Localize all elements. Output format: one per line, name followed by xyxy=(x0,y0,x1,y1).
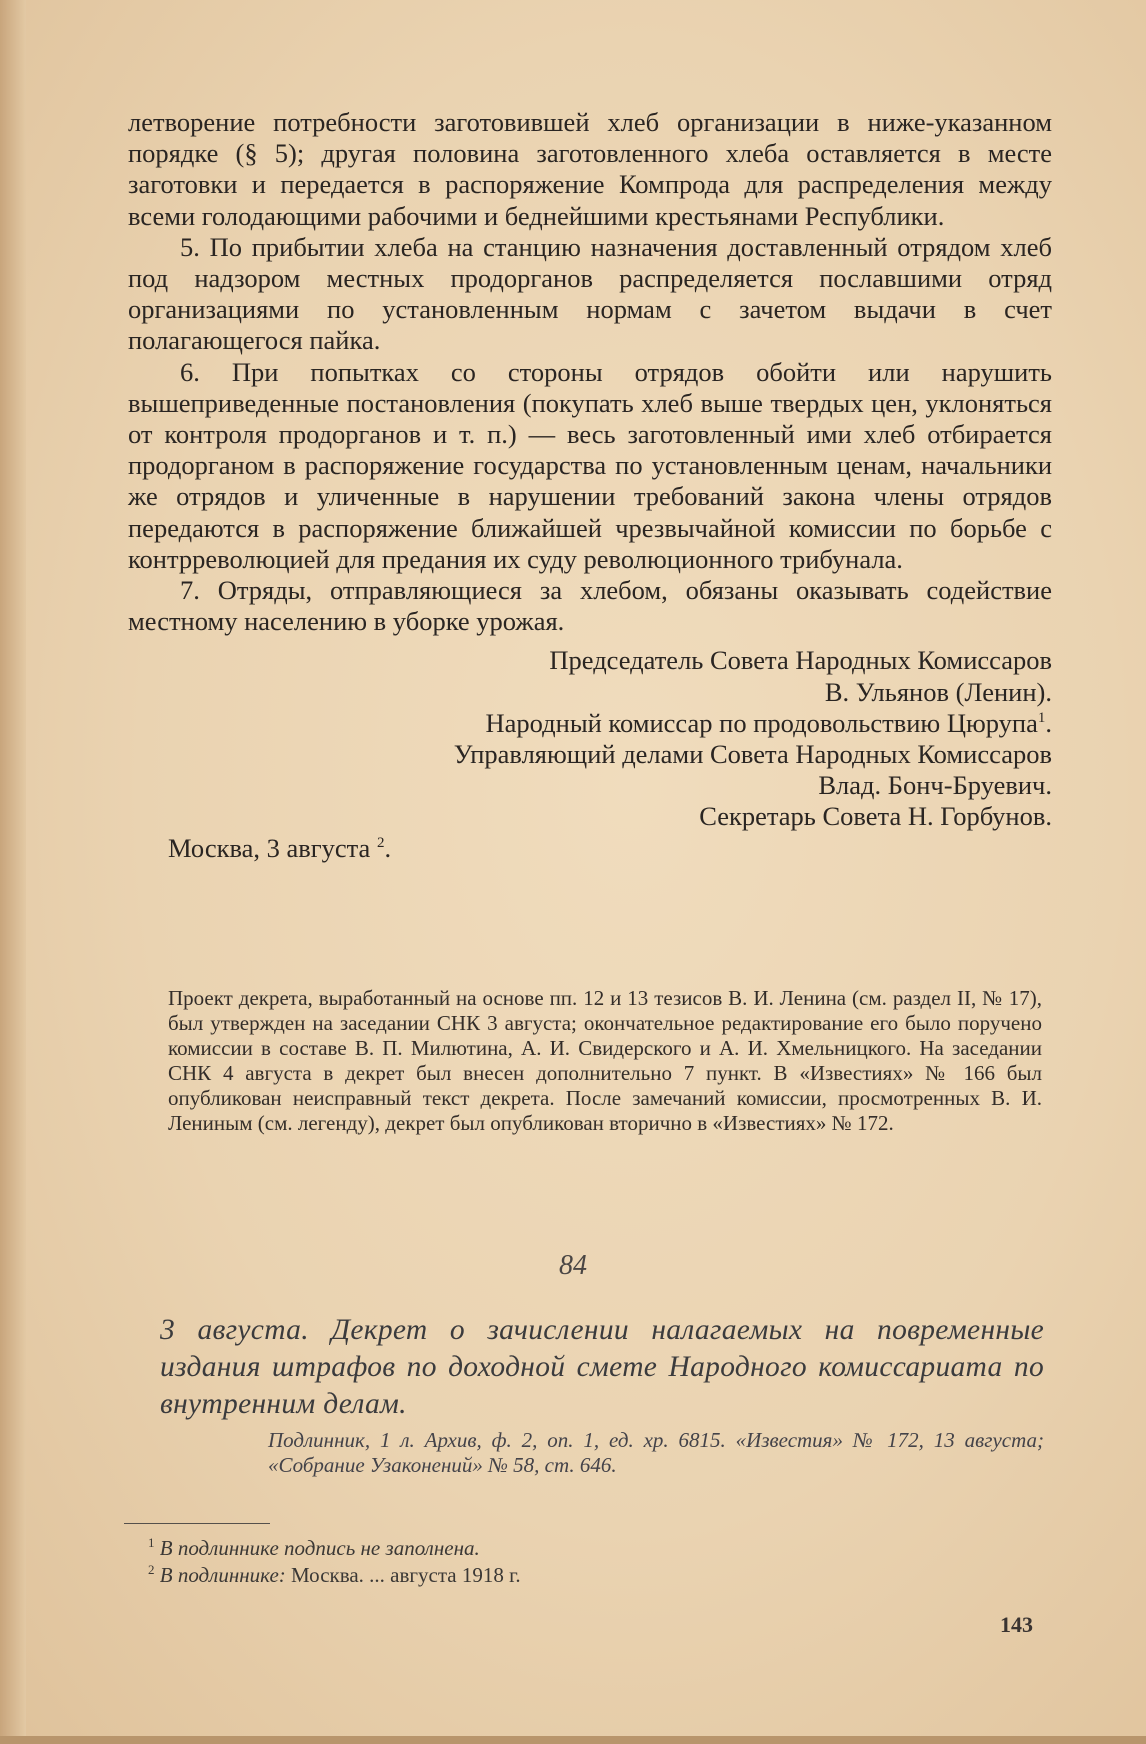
signature-block xyxy=(128,645,1052,863)
footnote-ref-2: 2 xyxy=(376,834,385,851)
footnote-divider xyxy=(124,1523,270,1524)
footnote-mark: 1 xyxy=(148,1535,155,1550)
source-line-2: «Известия» № 172, 13 августа; «Собрание Узаконений» № 58, ст. 646. xyxy=(268,1428,1045,1477)
commissar-period: . xyxy=(1045,707,1052,738)
secretary-signature: Секретарь Совета Н. Горбунов. xyxy=(699,801,1052,832)
editorial-note: Проект декрета, выработанный на основе пп. 12 и 13 тезисов В. И. Ленина (см. раздел II, № 17), был утвержден на заседании СНК 3 августа; окончательное редактирование его было поручено комиссии в составе В. П. Милютина, А. И. Свидерского и А. И. Хмельницкого. На заседании СНК 4 августа в декрет был внесен дополнительно 7 пункт. В «Известиях» № 166 был опубликован неисправный текст декрета. После замечаний комиссии, просмотренных В. И. Лениным (см. легенду), декрет был опубликован вторично в «Известиях» № 172. xyxy=(168,986,1042,1135)
page-gutter-edge xyxy=(0,0,26,1744)
footnote-1 xyxy=(148,1536,480,1561)
decree-text xyxy=(128,107,1052,864)
footnote-2 xyxy=(148,1563,521,1588)
footnote-italic: В подлиннике: xyxy=(159,1563,286,1587)
place-period: . xyxy=(384,832,392,863)
paragraph-continued: летворение потребности заготовившей хлеб организации в ниже-указанном порядке (§ 5); другая половина заготовленного хлеба оставляется в месте заготовки и передается в распоряжение Компрода для распределения между всеми голодающими рабочими и беднейшими крестьянами Республики. xyxy=(128,107,1052,231)
commissar-signature xyxy=(128,708,1052,739)
paragraph-7: 7. Отряды, отправляющиеся за хлебом, обязаны оказывать содействие местному населению в уборке урожая. xyxy=(128,575,1052,637)
footnote-italic: В подлиннике подпись не заполнена. xyxy=(159,1536,480,1560)
source-line-1: Подлинник, 1 л. Архив, ф. 2, оп. 1, ед. хр. 6815. xyxy=(268,1428,726,1452)
document-source xyxy=(268,1428,1044,1478)
document-number: 84 xyxy=(559,1250,587,1281)
manager-name: Влад. Бонч-Бруевич. xyxy=(818,770,1052,801)
place-date xyxy=(128,833,1052,864)
chair-title: Председатель Совета Народных Комиссаров xyxy=(549,645,1052,676)
footnote-mark: 2 xyxy=(148,1562,155,1577)
footnote-ref-1: 1 xyxy=(1037,710,1046,727)
paragraph-5: 5. По прибытии хлеба на станцию назначения доставленный отрядом хлеб под надзором местных продорганов распределяется пославшими отряд организациями по установленным нормам с зачетом выдачи в счет полагающегося пайка. xyxy=(128,231,1052,356)
footnote-plain: Москва. ... августа 1918 г. xyxy=(285,1563,521,1587)
page-number: 143 xyxy=(1000,1612,1033,1637)
manager-title: Управляющий делами Совета Народных Комиссаров xyxy=(453,739,1052,770)
document-title: 3 августа. Декрет о зачислении налагаемых на повременные издания штрафов по доходной смете Народного комиссариата по внутренним делам. xyxy=(160,1314,1044,1420)
chair-name: В. Ульянов (Ленин). xyxy=(824,676,1052,707)
page-bottom-edge xyxy=(0,1736,1146,1744)
place-text: Москва, 3 августа xyxy=(168,832,371,863)
commissar-text: Народный комиссар по продовольствию Цюрупа xyxy=(485,707,1038,738)
paragraph-6: 6. При попытках со стороны отрядов обойти или нарушить вышеприведенные постановления (покупать хлеб выше твердых цен, уклоняться от контроля продорганов и т. п.) — весь заготовленный ими хлеб отбирается продорганом в распоряжение государства по установленным ценам, начальники же отрядов и уличенные в нарушении требований закона члены отрядов передаются в распоряжение ближайшей чрезвычайной комиссии по борьбе с контрреволюцией для предания их суду революционного трибунала. xyxy=(128,356,1052,574)
